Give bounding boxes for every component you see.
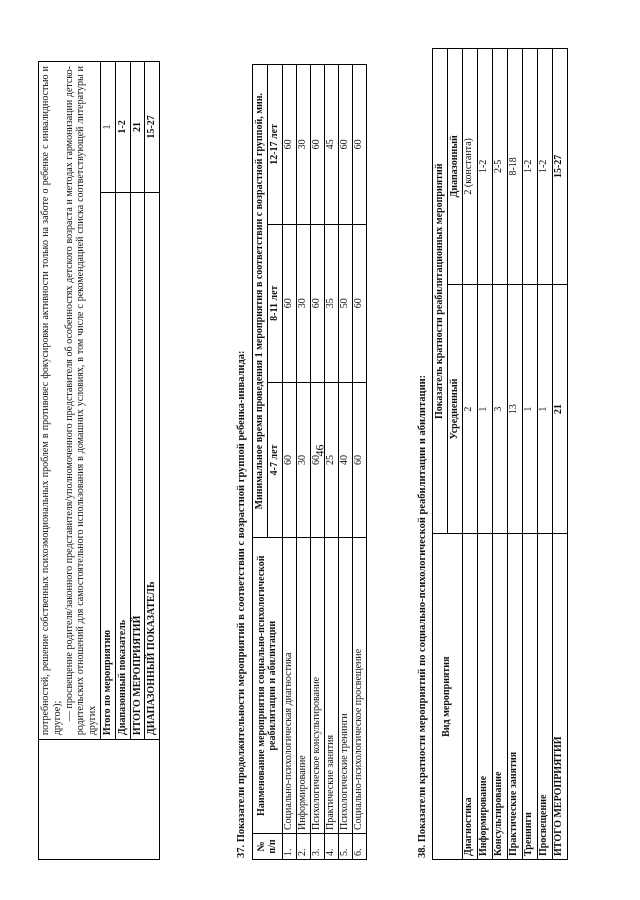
col-header-name: Наименование мероприятия социально-психологической реабилитации и абилитации	[253, 538, 283, 834]
col-header-average: Усредненный	[447, 284, 462, 534]
continuation-table	[38, 61, 160, 860]
row-value: 60	[338, 65, 352, 225]
table-row	[282, 65, 296, 860]
table-row	[462, 49, 477, 860]
row-value: 50	[338, 224, 352, 382]
row-range: 2-5	[492, 49, 507, 285]
col-header-age-4-7: 4-7 лет	[267, 382, 282, 538]
row-value: 30	[296, 224, 310, 382]
row-range: 15-27	[552, 49, 567, 285]
row-average: 21	[552, 284, 567, 534]
row-number: 1.	[282, 834, 296, 860]
row-value: 60	[352, 65, 366, 225]
row-name: Диагностика	[462, 534, 477, 860]
summary-value: 1	[100, 62, 115, 193]
table-row	[296, 65, 310, 860]
table-row	[477, 49, 492, 860]
row-number: 4.	[324, 834, 338, 860]
continuation-left-cell	[39, 740, 160, 860]
row-number: 6.	[352, 834, 366, 860]
row-value: 60	[282, 65, 296, 225]
summary-label: ДИАПАЗОННЫЙ ПОКАЗАТЕЛЬ	[145, 192, 160, 739]
row-name: ИТОГО МЕРОПРИЯТИЙ	[552, 534, 567, 860]
table-row	[324, 65, 338, 860]
row-value: 60	[310, 224, 324, 382]
row-number: 5.	[338, 834, 352, 860]
row-value: 25	[324, 382, 338, 538]
row-range: 1-2	[522, 49, 537, 285]
row-number: 3.	[310, 834, 324, 860]
col-header-type: Вид мероприятия	[433, 534, 463, 860]
row-average: 13	[507, 284, 522, 534]
col-header-age-8-11: 8-11 лет	[267, 224, 282, 382]
row-average: 3	[492, 284, 507, 534]
continuation-text-row	[39, 62, 101, 860]
row-range: 8-18	[507, 49, 522, 285]
col-header-age-12-17: 12-17 лет	[267, 65, 282, 225]
continuation-paragraph-1: потребностей, решение собственных психоэмоциональных проблем в противовес фокусировки активности только на заботе о ребенке с инвалидностью и другое);	[40, 66, 63, 736]
table-row	[522, 49, 537, 860]
col-header-min-time: Минимальное время проведения 1 мероприятия в соответствии с возрастной группой, мин.	[253, 65, 268, 538]
row-name: Информирование	[477, 534, 492, 860]
summary-label: Диапазонный показатель	[115, 192, 130, 739]
row-average: 2	[462, 284, 477, 534]
table-row	[352, 65, 366, 860]
col-header-frequency: Показатель кратности реабилитационных мероприятий	[433, 49, 448, 534]
table-header-row	[253, 65, 268, 860]
row-average: 1	[537, 284, 552, 534]
row-range: 2 (константа)	[462, 49, 477, 285]
section-37-title: 37. Показатели продолжительности мероприятий в соответствии с возрастной группой ребенка-инвалида:	[236, 350, 247, 858]
summary-value: 21	[130, 62, 145, 193]
row-value: 45	[324, 65, 338, 225]
continuation-paragraph-2: — просвещение родителя/законного представителя/уполномоченного представителя об особенностях детского возраста и методах гармонизации детско-родительских отношений для самостоятельного использования в домашних условиях, в том числе с рекомендацией списка соответствующей литературы и других	[63, 66, 99, 736]
table-row	[537, 49, 552, 860]
table-row	[507, 49, 522, 860]
table-row	[338, 65, 352, 860]
row-name: Социально-психологическая диагностика	[282, 538, 296, 834]
row-name: Просвещение	[537, 534, 552, 860]
summary-value: 15-27	[145, 62, 160, 193]
row-name: Консультирование	[492, 534, 507, 860]
row-name: Тренинги	[522, 534, 537, 860]
table-header-row	[433, 49, 448, 860]
table-row	[492, 49, 507, 860]
row-average: 1	[522, 284, 537, 534]
duration-table	[252, 64, 367, 860]
row-value: 60	[310, 382, 324, 538]
summary-label: ИТОГО МЕРОПРИЯТИЙ	[130, 192, 145, 739]
row-name: Психологическое консультирование	[310, 538, 324, 834]
row-name: Социально-психологическое просвещение	[352, 538, 366, 834]
col-header-number: № п/п	[253, 834, 283, 860]
table-total-row	[552, 49, 567, 860]
row-name: Психологические тренинги	[338, 538, 352, 834]
row-range: 1-2	[477, 49, 492, 285]
row-range: 1-2	[537, 49, 552, 285]
row-value: 60	[282, 382, 296, 538]
summary-label: Итого по мероприятию	[100, 192, 115, 739]
row-value: 30	[296, 65, 310, 225]
frequency-table	[432, 48, 568, 860]
row-value: 30	[296, 382, 310, 538]
row-name: Практические занятия	[507, 534, 522, 860]
table-row	[310, 65, 324, 860]
continuation-text-cell	[39, 62, 101, 740]
row-value: 60	[352, 224, 366, 382]
row-value: 60	[352, 382, 366, 538]
summary-value: 1-2	[115, 62, 130, 193]
row-value: 35	[324, 224, 338, 382]
col-header-range: Диапазонный	[447, 49, 462, 285]
section-38-title: 38. Показатели кратности мероприятий по социально-психологической реабилитации и абилитации:	[417, 374, 428, 858]
row-average: 1	[477, 284, 492, 534]
row-value: 60	[282, 224, 296, 382]
page-number-text: 46	[312, 444, 327, 456]
row-value: 40	[338, 382, 352, 538]
row-name: Информирование	[296, 538, 310, 834]
row-number: 2.	[296, 834, 310, 860]
row-value: 60	[310, 65, 324, 225]
row-name: Практические занятия	[324, 538, 338, 834]
